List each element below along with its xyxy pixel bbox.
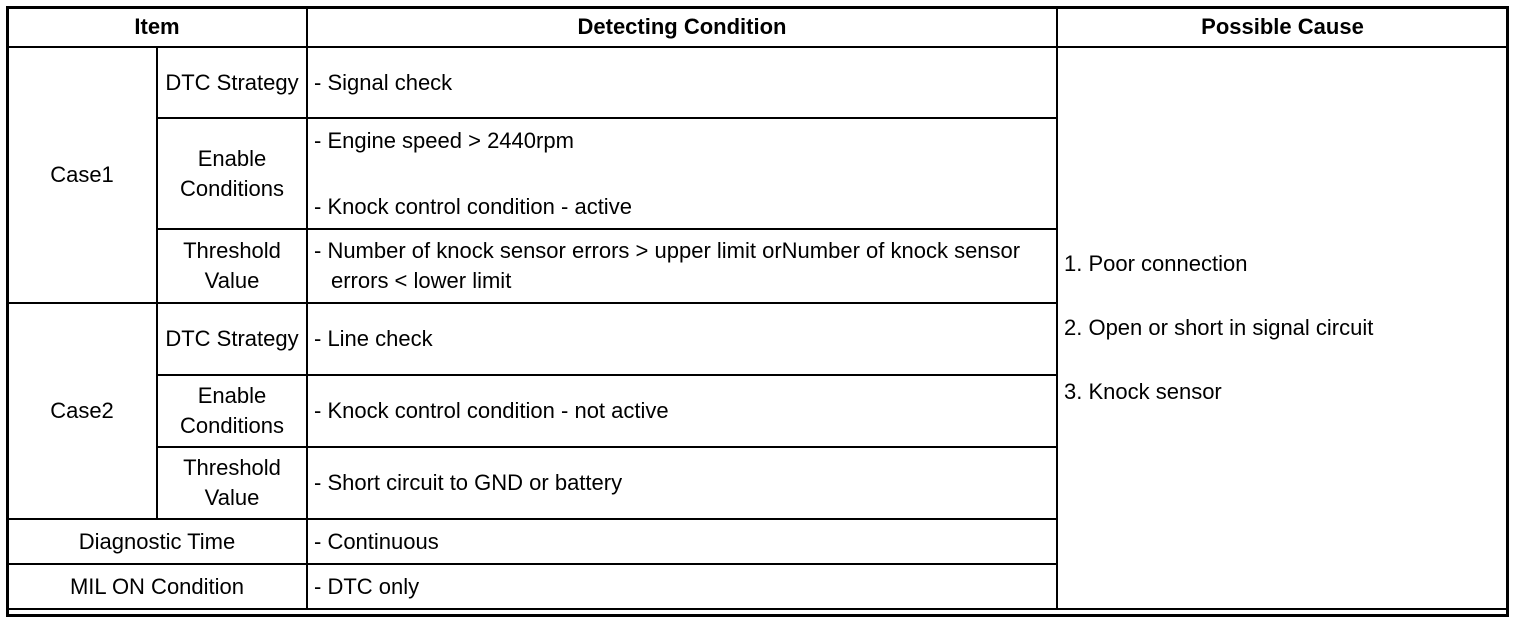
mil-on-condition-value: - DTC only — [307, 564, 1057, 609]
case1-threshold-value-value — [307, 229, 1057, 303]
case1-threshold-text: - Number of knock sensor errors > upper limit orNumber of knock sensor errors < lower limit — [314, 238, 1021, 293]
case1-enable-conditions-label: Enable Conditions — [157, 118, 307, 229]
case1-enable-condition-line: - Knock control condition - active — [314, 193, 632, 219]
case2-threshold-value-label: Threshold Value — [157, 447, 307, 519]
diagnostic-time-label: Diagnostic Time — [7, 519, 307, 564]
diagnostic-table — [6, 6, 1509, 610]
case2-dtc-strategy-label: DTC Strategy — [157, 303, 307, 375]
case1-enable-conditions-value — [307, 118, 1057, 229]
possible-cause-item: 2. Open or short in signal circuit — [1064, 315, 1374, 340]
header-detecting-condition: Detecting Condition — [307, 7, 1057, 47]
header-possible-cause: Possible Cause — [1057, 7, 1508, 47]
case2-dtc-strategy-value: - Line check — [307, 303, 1057, 375]
case2-enable-conditions-label: Enable Conditions — [157, 375, 307, 447]
case1-dtc-strategy-row — [7, 47, 1508, 118]
case1-dtc-strategy-label: DTC Strategy — [157, 47, 307, 118]
case1-dtc-strategy-value: - Signal check — [307, 47, 1057, 118]
header-item: Item — [7, 7, 307, 47]
case1-threshold-value-label: Threshold Value — [157, 229, 307, 303]
header-row — [7, 7, 1508, 47]
diagnostic-time-value: - Continuous — [307, 519, 1057, 564]
possible-cause-item: 3. Knock sensor — [1064, 379, 1222, 404]
case1-label: Case1 — [7, 47, 157, 303]
case2-enable-conditions-value: - Knock control condition - not active — [307, 375, 1057, 447]
possible-cause-cell — [1057, 47, 1508, 609]
mil-on-condition-label: MIL ON Condition — [7, 564, 307, 609]
possible-cause-item: 1. Poor connection — [1064, 251, 1248, 276]
case2-threshold-value-value: - Short circuit to GND or battery — [307, 447, 1057, 519]
possible-cause-list — [1064, 249, 1501, 407]
case1-enable-condition-line: - Engine speed > 2440rpm — [314, 127, 574, 153]
case2-label: Case2 — [7, 303, 157, 519]
